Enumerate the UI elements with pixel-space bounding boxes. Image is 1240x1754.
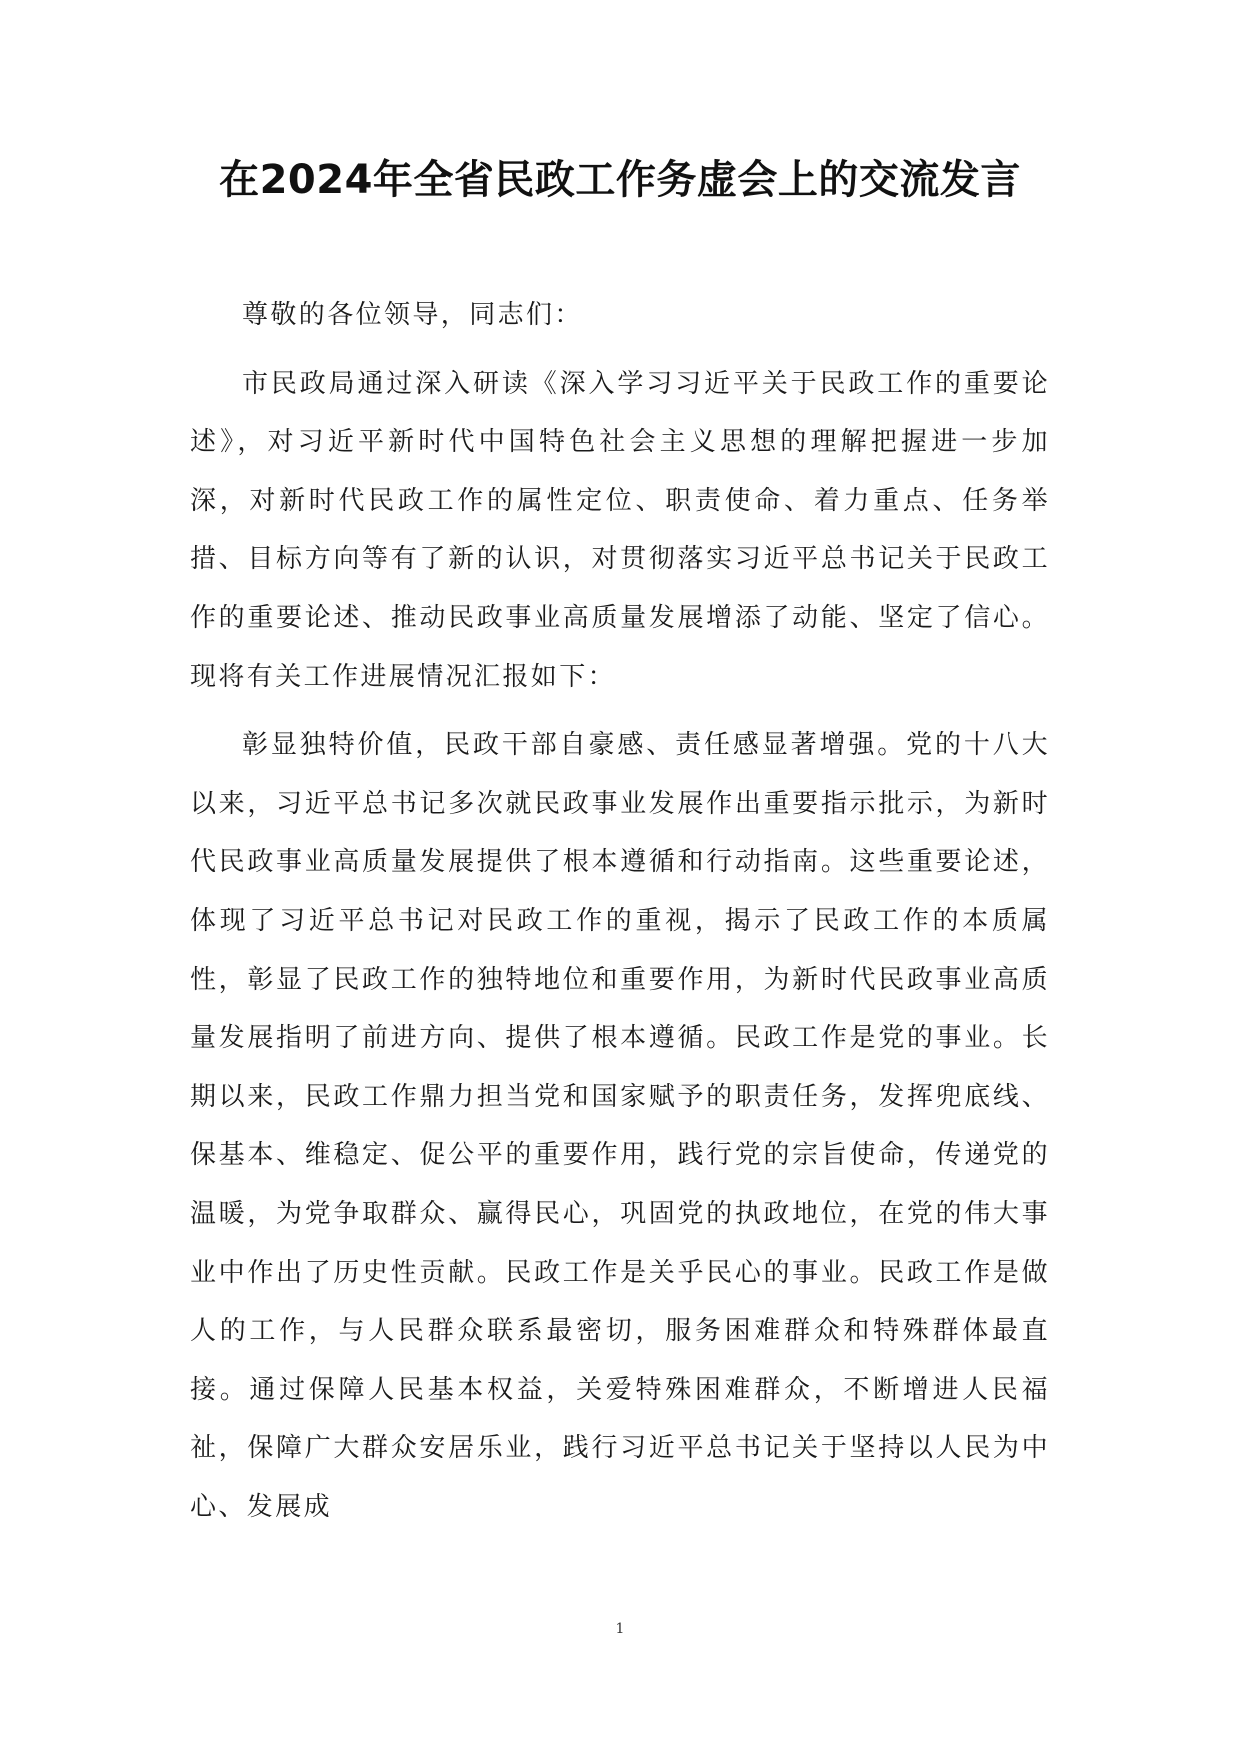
page-number: 1 [615,1621,625,1637]
body-paragraph: 彰显独特价值，民政干部自豪感、责任感显著增强。党的十八大以来，习近平总书记多次就民政事业发展作出重要指示批示，为新时代民政事业高质量发展提供了根本遵循和行动指南。这些重要论述，体现了习近平总书记对民政工作的重视，揭示了民政工作的本质属性，彰显了民政工作的独特地位和重要作用，为新时代民政事业高质量发展指明了前进方向、提供了根本遵循。民政工作是党的事业。长期以来，民政工作鼎力担当党和国家赋予的职责任务，发挥兜底线、保基本、维稳定、促公平的重要作用，践行党的宗旨使命，传递党的温暖，为党争取群众、赢得民心，巩固党的执政地位，在党的伟大事业中作出了历史性贡献。民政工作是关乎民心的事业。民政工作是做人的工作，与人民群众联系最密切，服务困难群众和特殊群体最直接。通过保障人民基本权益，关爱特殊困难群众，不断增进人民福祉，保障广大群众安居乐业，践行习近平总书记关于坚持以人民为中心、发展成 [190,730,1050,1522]
intro-paragraph: 市民政局通过深入研读《深入学习习近平关于民政工作的重要论述》，对习近平新时代中国特色社会主义思想的理解把握进一步加深，对新时代民政工作的属性定位、职责使命、着力重点、任务举措、目标方向等有了新的认识，对贯彻落实习近平总书记关于民政工作的重要论述、推动民政事业高质量发展增添了动能、坚定了信心。现将有关工作进展情况汇报如下： [190,368,1050,692]
salutation-paragraph: 尊敬的各位领导，同志们： [242,300,583,330]
document-body [190,286,1050,1536]
document-title: 在2024年全省民政工作务虚会上的交流发言 [219,157,1021,203]
